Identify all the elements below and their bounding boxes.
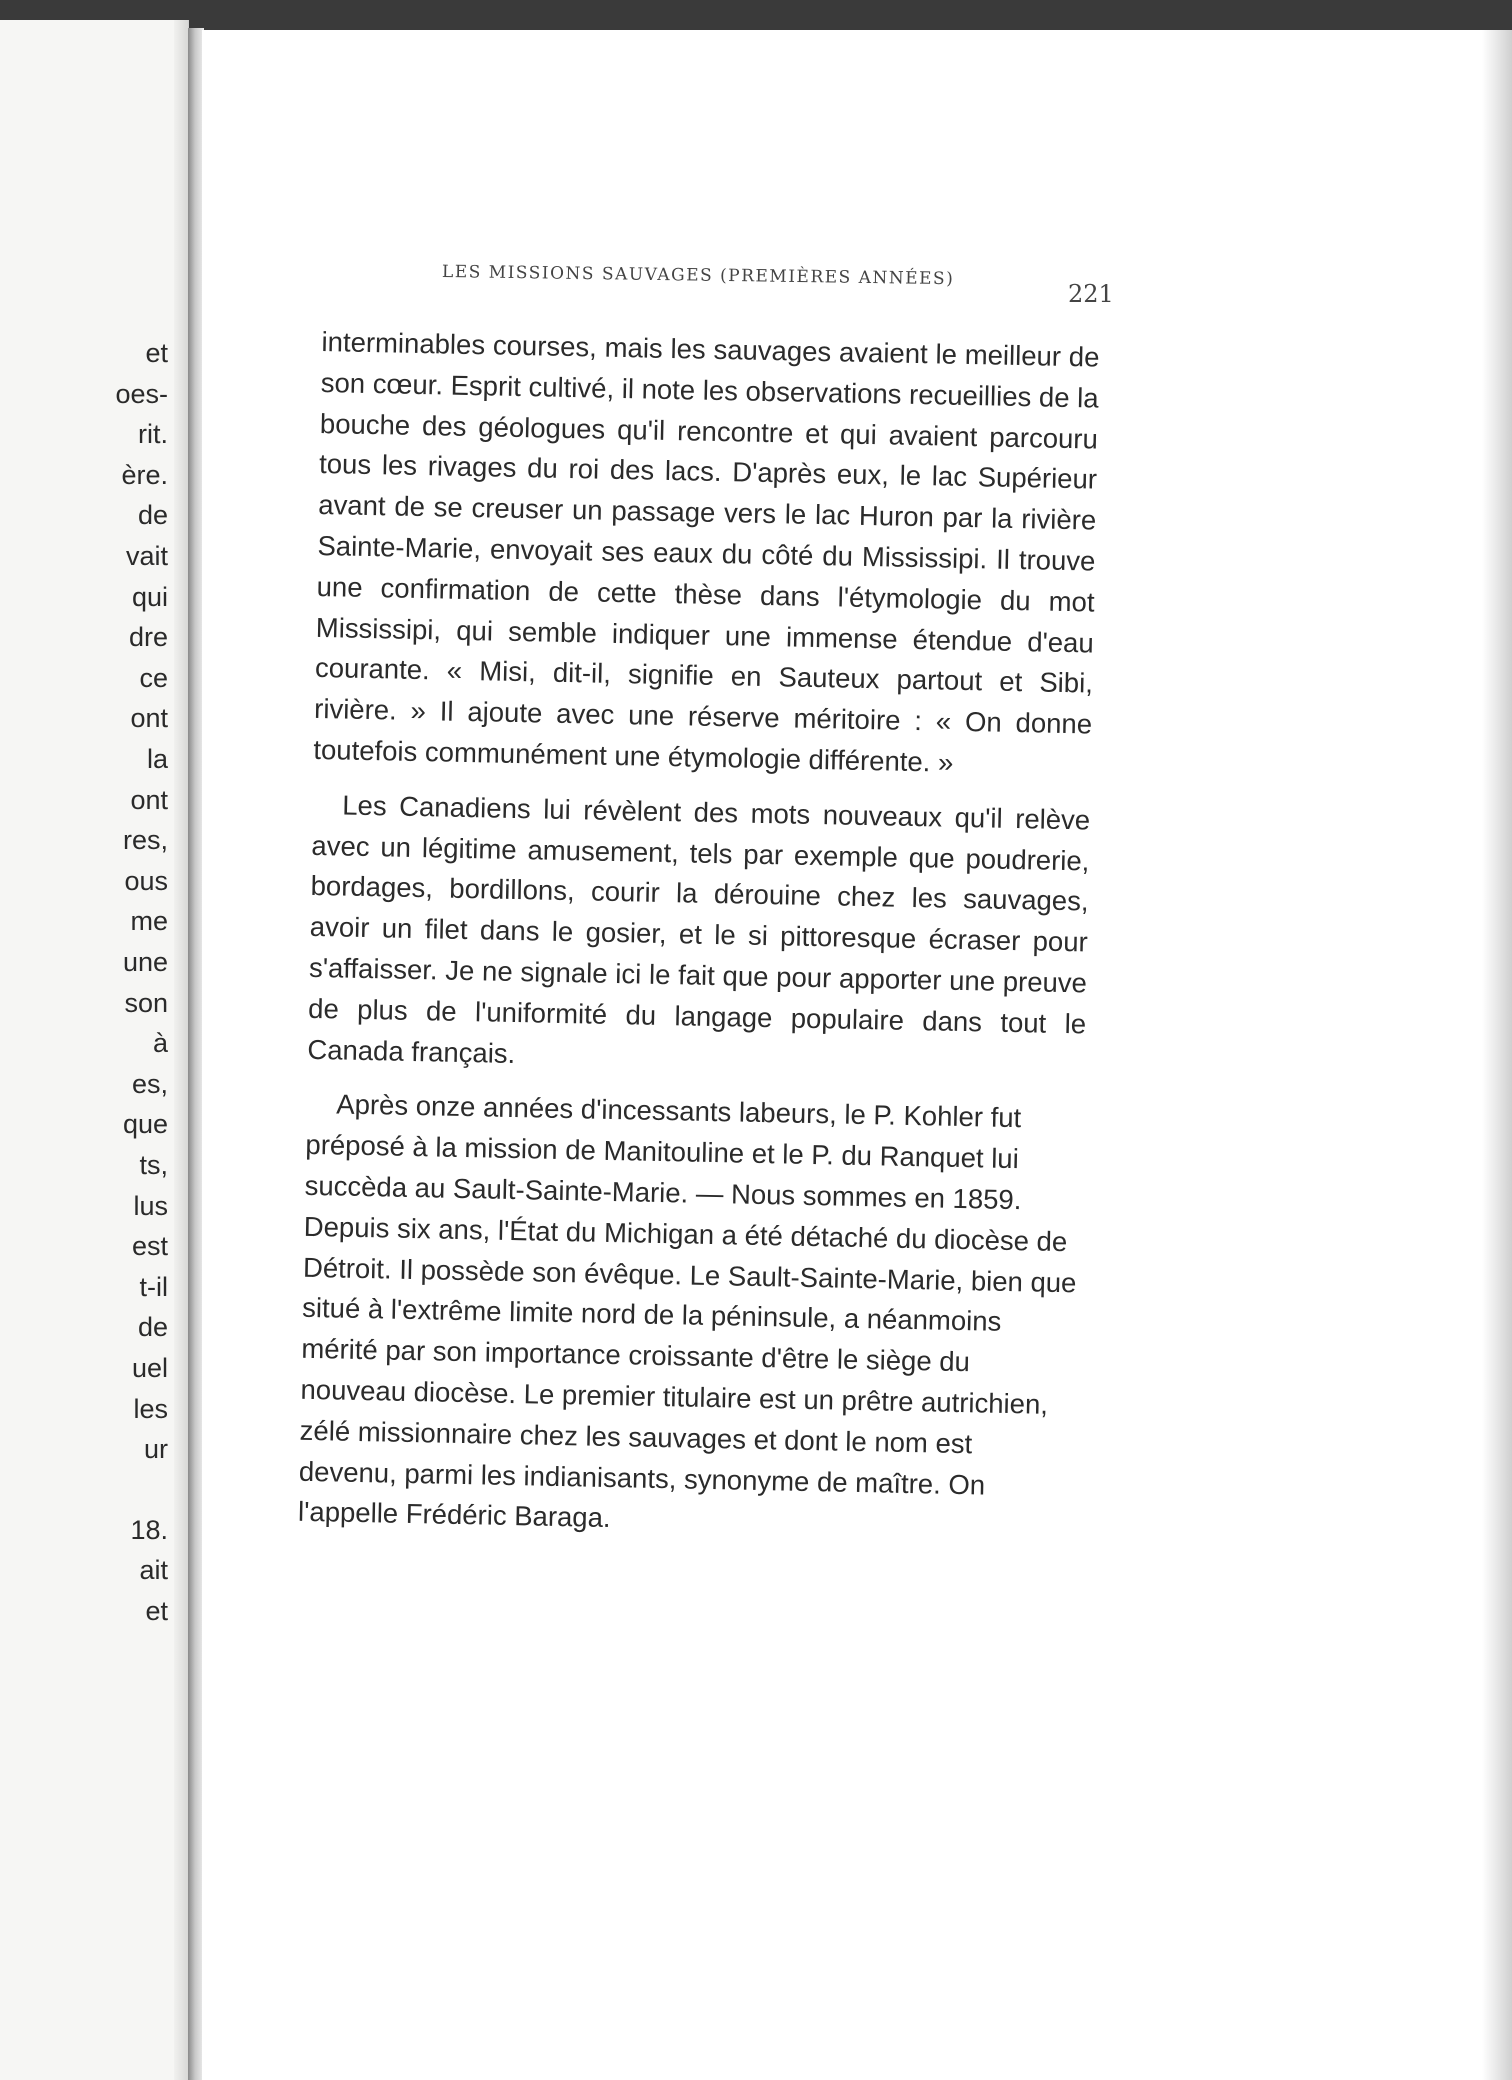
right-page-edge [1482,30,1512,2080]
left-page-fragment: lus [133,1190,168,1221]
left-page-fragment: ts, [139,1150,168,1180]
left-page-fragment: dre [128,622,168,653]
left-page-fragment: oes- [115,378,168,409]
left-page-fragment: les [133,1393,168,1424]
left-page-fragment: ont [130,703,168,734]
left-page-fragment: es, [131,1068,168,1099]
left-page-fragment: qui [131,581,168,612]
page-body [297,322,1099,1562]
left-page-fragment: la [146,744,168,774]
paragraph: Après onze années d'incessants labeurs, le P. Kohler fut préposé à la mission de Manitouline et le P. du Ranquet lui succèda au Sault-Sainte-Marie. — Nous sommes en 1859. Depuis six ans, l'État du Michigan a été détaché du diocèse de Détroit. Il possède son évêque. Le Sault-Sainte-Marie, bien que situé à l'extrême limite nord de la péninsule, a néanmoins mérité par son importance croissante d'être le siège du nouveau diocèse. Le premier titulaire est un prêtre autrichien, zélé missionnaire chez les sauvages et dont le nom est devenu, parmi les indianisants, synonyme de maître. On l'appelle Frédéric Baraga. [297,1088,1077,1534]
left-page-fragment: ur [143,1434,168,1465]
left-page-fragment: ont [130,784,168,815]
left-page-fragment: t-il [139,1271,168,1302]
left-page-fragment: une [122,947,168,977]
left-page-fragment: et [145,1596,168,1626]
left-page-fragment: vait [125,541,168,571]
left-page-fragment: à [152,1028,168,1059]
left-page-fragment: ce [139,662,168,693]
paragraph: Les Canadiens lui révèlent des mots nouveaux qu'il relève avec un légitime amusement, tels par exemple que poudrerie, bordages, bordillons, courir la dérouine chez les sauvages, avoir un filet dans le gosier, et le si pittoresque écraser pour s'affaisser. Je ne signale ici le fait que pour apporter une preuve de plus de l'uniformité du langage populaire dans tout le Canada français. [307,789,1091,1069]
left-page-fragment: uel [131,1353,168,1383]
facing-page-left [0,20,189,2080]
left-page-fragment: me [130,906,168,937]
left-page-fragment: ous [124,865,168,896]
left-page-fragment: ait [139,1555,168,1586]
left-page-fragment: 18. [130,1514,168,1545]
paragraph: interminables courses, mais les sauvages avaient le meilleur de son cœur. Esprit cultivé, il note les observations recueillies de la bouche des géologues qu'il rencontre et qui avaient parcouru tous les rivages du roi des lacs. D'après eux, le lac Supérieur avant de se creuser un passage vers le lac Huron par la rivière Sainte-Marie, envoyait ses eaux du côté du Mississipi. Il trouve une confirmation de cette thèse dans l'étymologie du mot Mississipi, qui semble indiquer une immense étendue d'eau courante. « Misi, dit-il, signifie en Sauteux partout et Sibi, rivière. » Il ajoute avec une réserve méritoire : « On donne toutefois communément une étymologie différente. » [313,325,1100,778]
left-page-fragment: de [137,500,168,531]
running-head: LES MISSIONS SAUVAGES (PREMIÈRES ANNÉES) [441,262,955,290]
left-page-fragment: est [131,1231,168,1262]
left-page-fragment: rit. [138,419,168,450]
left-page-fragment: et [145,338,168,368]
left-page-fragment: son [124,987,168,1018]
left-page-fragment: de [137,1312,168,1343]
left-page-fragment: que [122,1109,168,1140]
left-page-gutter [174,20,188,2080]
left-page-fragment: res, [122,825,168,856]
page-number: 221 [1068,280,1114,308]
left-page-fragment: ère. [121,459,168,490]
